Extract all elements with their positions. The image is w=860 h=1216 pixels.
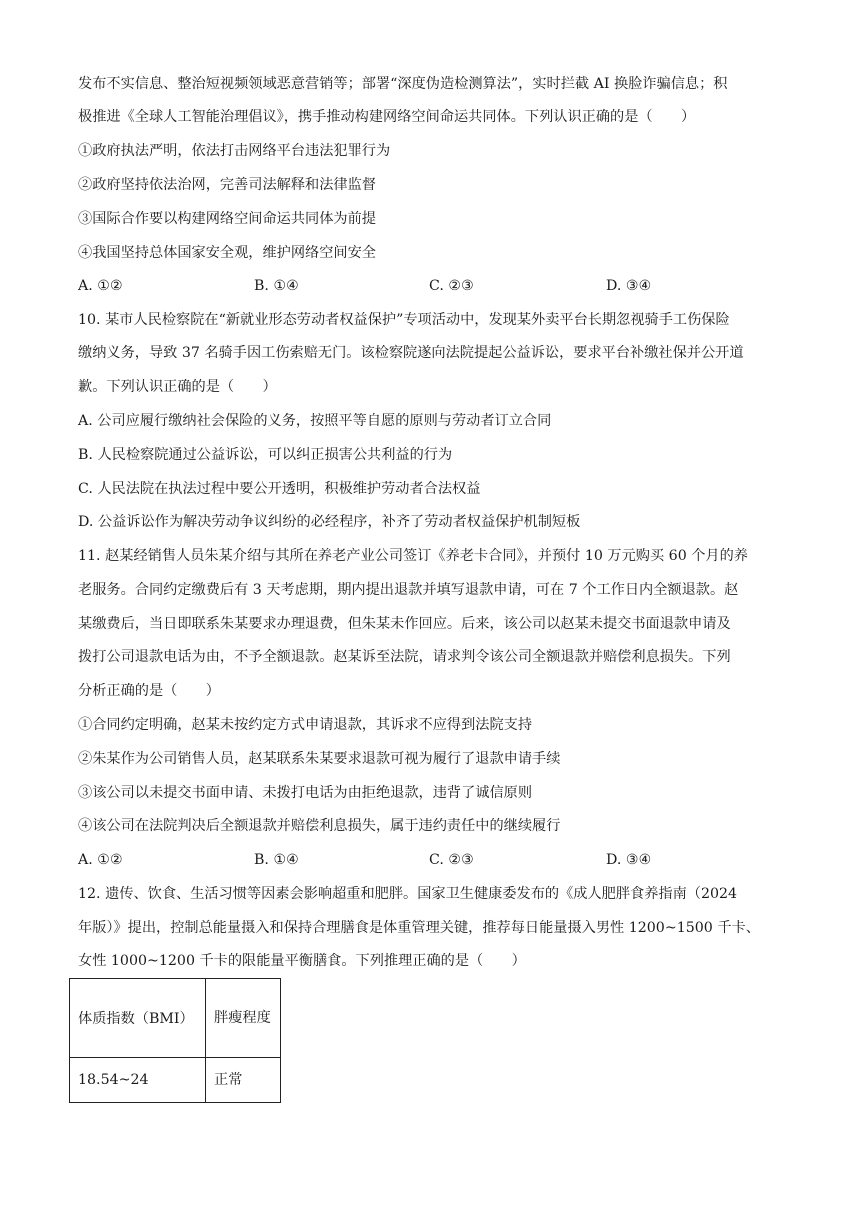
q10-option-d[interactable]: D. 公益诉讼作为解决劳动争议纠纷的必经程序，补齐了劳动者权益保护机制短板 [78, 514, 581, 530]
table-cell-bmi: 18.54~24 [70, 1058, 206, 1103]
q11-statement: ②朱某作为公司销售人员，赵某联系朱某要求退款可视为履行了退款申请手续 [78, 751, 561, 767]
q12-stem-line: 年版）》提出，控制总能量摄入和保持合理膳食是体重管理关键，推荐每日能量摄入男性 1200~1500 千卡、 [78, 920, 760, 936]
q9-statement: ①政府执法严明，依法打击网络平台违法犯罪行为 [78, 143, 391, 159]
q11-statement: ④该公司在法院判决后全额退款并赔偿利息损失，属于违约责任中的继续履行 [78, 818, 561, 834]
q11-stem-line: 拨打公司退款电话为由，不予全额退款。赵某诉至法院，请求判令该公司全额退款并赔偿利息损失。下列 [78, 649, 731, 665]
q10-option-b[interactable]: B. 人民检察院通过公益诉讼，可以纠正损害公共利益的行为 [78, 447, 453, 463]
q9-options [78, 276, 778, 296]
table-header-bmi: 体质指数（BMI） [70, 979, 206, 1058]
q11-option-c[interactable]: C. ②③ [429, 852, 474, 868]
table-header-row [70, 979, 281, 1058]
bmi-table [69, 978, 281, 1103]
q9-statement: ②政府坚持依法治网，完善司法解释和法律监督 [78, 177, 376, 193]
q11-statement: ③该公司以未提交书面申请、未拨打电话为由拒绝退款，违背了诚信原则 [78, 785, 533, 801]
q11-options [78, 850, 778, 870]
q9-stem-line: 极推进《全球人工智能治理倡议》，携手推动构建网络空间命运共同体。下列认识正确的是（ ） [78, 109, 696, 125]
q11-stem-line: 某缴费后，当日即联系朱某要求办理退费，但朱某未作回应。后来，该公司以赵某未提交书面退款申请及 [78, 616, 731, 632]
q9-option-c[interactable]: C. ②③ [429, 278, 474, 294]
q11-stem-line: 老服务。合同约定缴费后有 3 天考虑期，期内提出退款并填写退款申请，可在 7 个工作日内全额退款。赵 [78, 582, 739, 598]
q9-stem-line: 发布不实信息、整治短视频领域恶意营销等；部署“深度伪造检测算法”，实时拦截 AI 换脸诈骗信息；积 [78, 76, 728, 92]
q11-statement: ①合同约定明确，赵某未按约定方式申请退款，其诉求不应得到法院支持 [78, 717, 533, 733]
q9-option-a[interactable]: A. ①② [78, 278, 123, 294]
q9-option-b[interactable]: B. ①④ [254, 278, 299, 294]
q12-stem-line: 12. 遗传、饮食、生活习惯等因素会影响超重和肥胖。国家卫生健康委发布的《成人肥胖食养指南（2024 [78, 886, 738, 902]
q9-statement: ③国际合作要以构建网络空间命运共同体为前提 [78, 211, 376, 227]
q11-stem-line: 分析正确的是（ ） [78, 683, 220, 699]
q11-option-a[interactable]: A. ①② [78, 852, 123, 868]
q9-statement: ④我国坚持总体国家安全观，维护网络空间安全 [78, 245, 376, 261]
q9-option-d[interactable]: D. ③④ [606, 278, 652, 294]
q11-option-d[interactable]: D. ③④ [606, 852, 652, 868]
table-cell-degree: 正常 [206, 1058, 281, 1103]
q10-stem-line: 10. 某市人民检察院在“新就业形态劳动者权益保护”专项活动中，发现某外卖平台长期忽视骑手工伤保险 [78, 312, 730, 328]
q10-option-c[interactable]: C. 人民法院在执法过程中要公开透明，积极维护劳动者合法权益 [78, 481, 481, 497]
q10-option-a[interactable]: A. 公司应履行缴纳社会保险的义务，按照平等自愿的原则与劳动者订立合同 [78, 413, 552, 429]
q11-option-b[interactable]: B. ①④ [254, 852, 299, 868]
q12-stem-line: 女性 1000~1200 千卡的限能量平衡膳食。下列推理正确的是（ ） [78, 953, 526, 969]
q10-stem-line: 歉。下列认识正确的是（ ） [78, 379, 277, 395]
q10-stem-line: 缴纳义务，导致 37 名骑手因工伤索赔无门。该检察院遂向法院提起公益诉讼，要求平台补缴社保并公开道 [78, 345, 744, 361]
table-row [70, 1058, 281, 1103]
table-header-degree: 胖瘦程度 [206, 979, 281, 1058]
q11-stem-line: 11. 赵某经销售人员朱某介绍与其所在养老产业公司签订《养老卡合同》，并预付 10 万元购买 60 个月的养 [78, 548, 748, 564]
